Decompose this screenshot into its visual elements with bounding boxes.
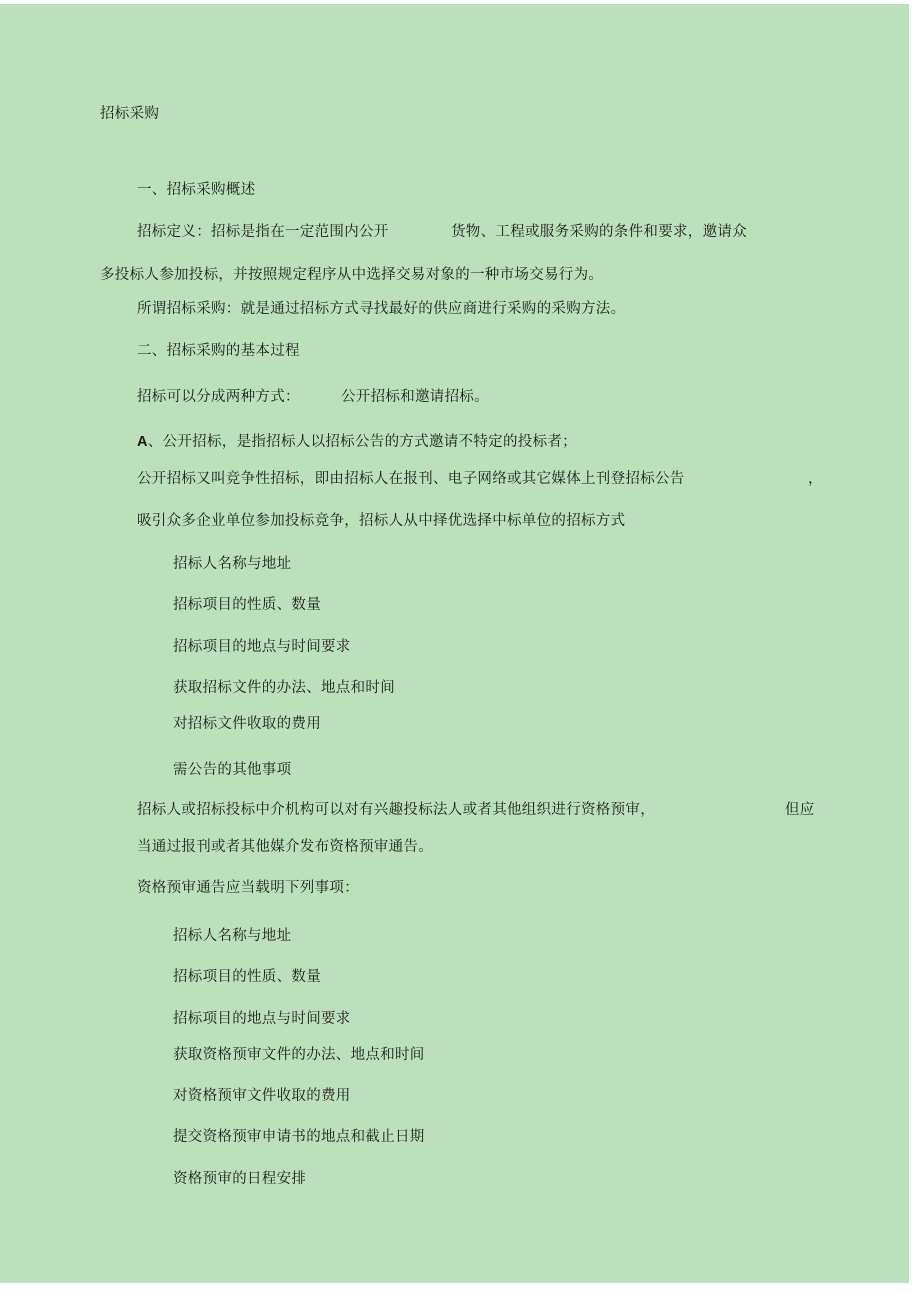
prequal-line-1b: 但应	[785, 802, 815, 818]
document-title: 招标采购	[100, 106, 160, 122]
open-tender-definition	[137, 432, 577, 452]
item-marker-a: A	[137, 434, 148, 450]
prequal-line-2: 当通过报刊或者其他媒介发布资格预审通告。	[137, 839, 433, 855]
prequal-item: 招标项目的性质、数量	[173, 969, 321, 985]
prequal-item: 招标人名称与地址	[173, 928, 292, 944]
open-tender-definition-text: 、公开招标，是指招标人以招标公告的方式邀请不特定的投标者；	[147, 434, 577, 450]
notice-item: 招标项目的地点与时间要求	[173, 639, 351, 655]
prequal-item: 对资格预审文件收取的费用	[173, 1088, 351, 1104]
prequal-notice-intro: 资格预审通告应当载明下列事项：	[137, 880, 359, 896]
open-tender-line-1-comma: ，	[808, 471, 823, 487]
prequal-item: 获取资格预审文件的办法、地点和时间	[173, 1047, 425, 1063]
two-ways-value: 公开招标和邀请招标。	[341, 389, 489, 405]
two-ways-label: 招标可以分成两种方式：	[137, 389, 300, 405]
prequal-item: 资格预审的日程安排	[173, 1171, 307, 1187]
notice-item: 对招标文件收取的费用	[173, 716, 321, 732]
definition-line-1a: 招标定义：招标是指在一定范围内公开	[137, 224, 389, 240]
definition-line-1b: 货物、工程或服务采购的条件和要求，邀请众	[451, 224, 747, 240]
notice-item: 招标项目的性质、数量	[173, 597, 321, 613]
notice-item: 招标人名称与地址	[173, 556, 292, 572]
section-heading-process: 二、招标采购的基本过程	[137, 343, 300, 359]
notice-item: 需公告的其他事项	[173, 762, 292, 778]
prequal-item: 提交资格预审申请书的地点和截止日期	[173, 1129, 425, 1145]
open-tender-line-2: 吸引众多企业单位参加投标竞争，招标人从中择优选择中标单位的招标方式	[137, 513, 626, 529]
open-tender-line-1: 公开招标又叫竞争性招标，即由招标人在报刊、电子网络或其它媒体上刊登招标公告	[137, 471, 685, 487]
procurement-definition: 所谓招标采购：就是通过招标方式寻找最好的供应商进行采购的采购方法。	[137, 301, 626, 317]
definition-line-2: 多投标人参加投标，并按照规定程序从中选择交易对象的一种市场交易行为。	[100, 267, 604, 283]
notice-item: 获取招标文件的办法、地点和时间	[173, 680, 395, 696]
document-page	[0, 4, 909, 1283]
prequal-line-1a: 招标人或招标投标中介机构可以对有兴趣投标法人或者其他组织进行资格预审，	[137, 802, 655, 818]
prequal-item: 招标项目的地点与时间要求	[173, 1011, 351, 1027]
section-heading-overview: 一、招标采购概述	[137, 182, 256, 198]
